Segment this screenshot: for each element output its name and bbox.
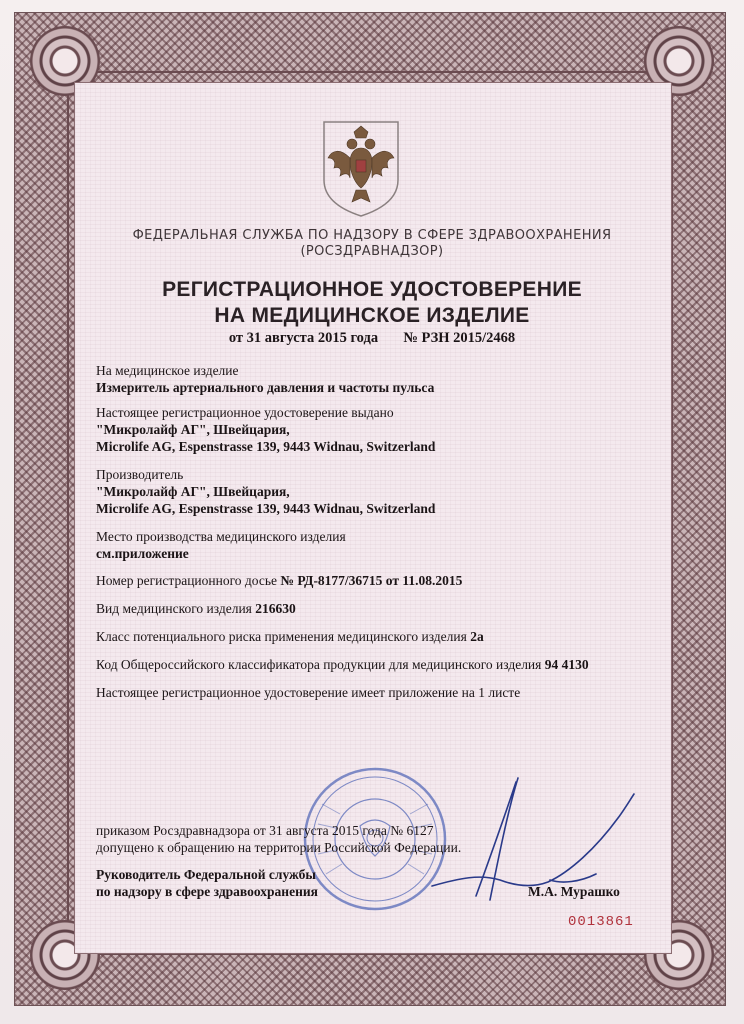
agency-abbreviation: (РОСЗДРАВНАДЗОР) [300, 244, 444, 259]
appendix-note: Настоящее регистрационное удостоверение имеет приложение на 1 листе [96, 685, 521, 700]
device-type-row [96, 600, 296, 617]
manufacturer-label: Производитель [96, 467, 184, 482]
issued-to-label: Настоящее регистрационное удостоверение выдано [96, 405, 394, 420]
agency-name: ФЕДЕРАЛЬНАЯ СЛУЖБА ПО НАДЗОРУ В СФЕРЕ ЗДРАВООХРАНЕНИЯ [132, 228, 612, 243]
document-title-line1: РЕГИСТРАЦИОННОЕ УДОСТОВЕРЕНИЕ [162, 278, 582, 301]
device-value: Измеритель артериального давления и частоты пульса [96, 380, 435, 395]
issue-date: от 31 августа 2015 года [228, 330, 379, 346]
number-sign: № [403, 330, 418, 346]
device-label: На медицинское изделие [96, 363, 239, 378]
serial-number: 0013861 [568, 914, 634, 930]
issue-line [74, 330, 670, 347]
order-line2: допущено к обращению на территории Российской Федерации. [96, 840, 462, 855]
signatory-name: М.А. Мурашко [528, 884, 620, 899]
risk-class-label: Класс потенциального риска применения медицинского изделия [96, 629, 467, 644]
production-site-label: Место производства медицинского изделия [96, 529, 346, 544]
okp-code-row [96, 656, 589, 673]
dossier-value: № РД-8177/36715 от 11.08.2015 [280, 573, 463, 588]
dossier-label: Номер регистрационного досье [96, 573, 278, 588]
order-line1: приказом Росздравнадзора от 31 августа 2015 года № 6127 [96, 823, 434, 838]
issued-to-line1: "Микролайф АГ", Швейцария, [96, 422, 290, 437]
device-type-value: 216630 [255, 601, 296, 616]
okp-code-value: 94 4130 [544, 657, 589, 672]
signatory-title-line2: по надзору в сфере здравоохранения [96, 884, 318, 899]
risk-class-row [96, 628, 484, 645]
dossier-row [96, 572, 462, 589]
document-title-line2: НА МЕДИЦИНСКОЕ ИЗДЕЛИЕ [214, 304, 530, 327]
production-site-value: см.приложение [96, 546, 189, 561]
device-type-label: Вид медицинского изделия [96, 601, 252, 616]
risk-class-value: 2а [470, 629, 484, 644]
issued-to-line2: Microlife AG, Espenstrasse 139, 9443 Widnau, Switzerland [96, 439, 436, 454]
manufacturer-line1: "Микролайф АГ", Швейцария, [96, 484, 290, 499]
manufacturer-line2: Microlife AG, Espenstrasse 139, 9443 Widnau, Switzerland [96, 501, 436, 516]
signatory-title-line1: Руководитель Федеральной службы [96, 867, 316, 882]
okp-code-label: Код Общероссийского классификатора продукции для медицинского изделия [96, 657, 542, 672]
coat-of-arms-icon [316, 118, 406, 218]
registration-number: РЗН 2015/2468 [421, 330, 516, 346]
